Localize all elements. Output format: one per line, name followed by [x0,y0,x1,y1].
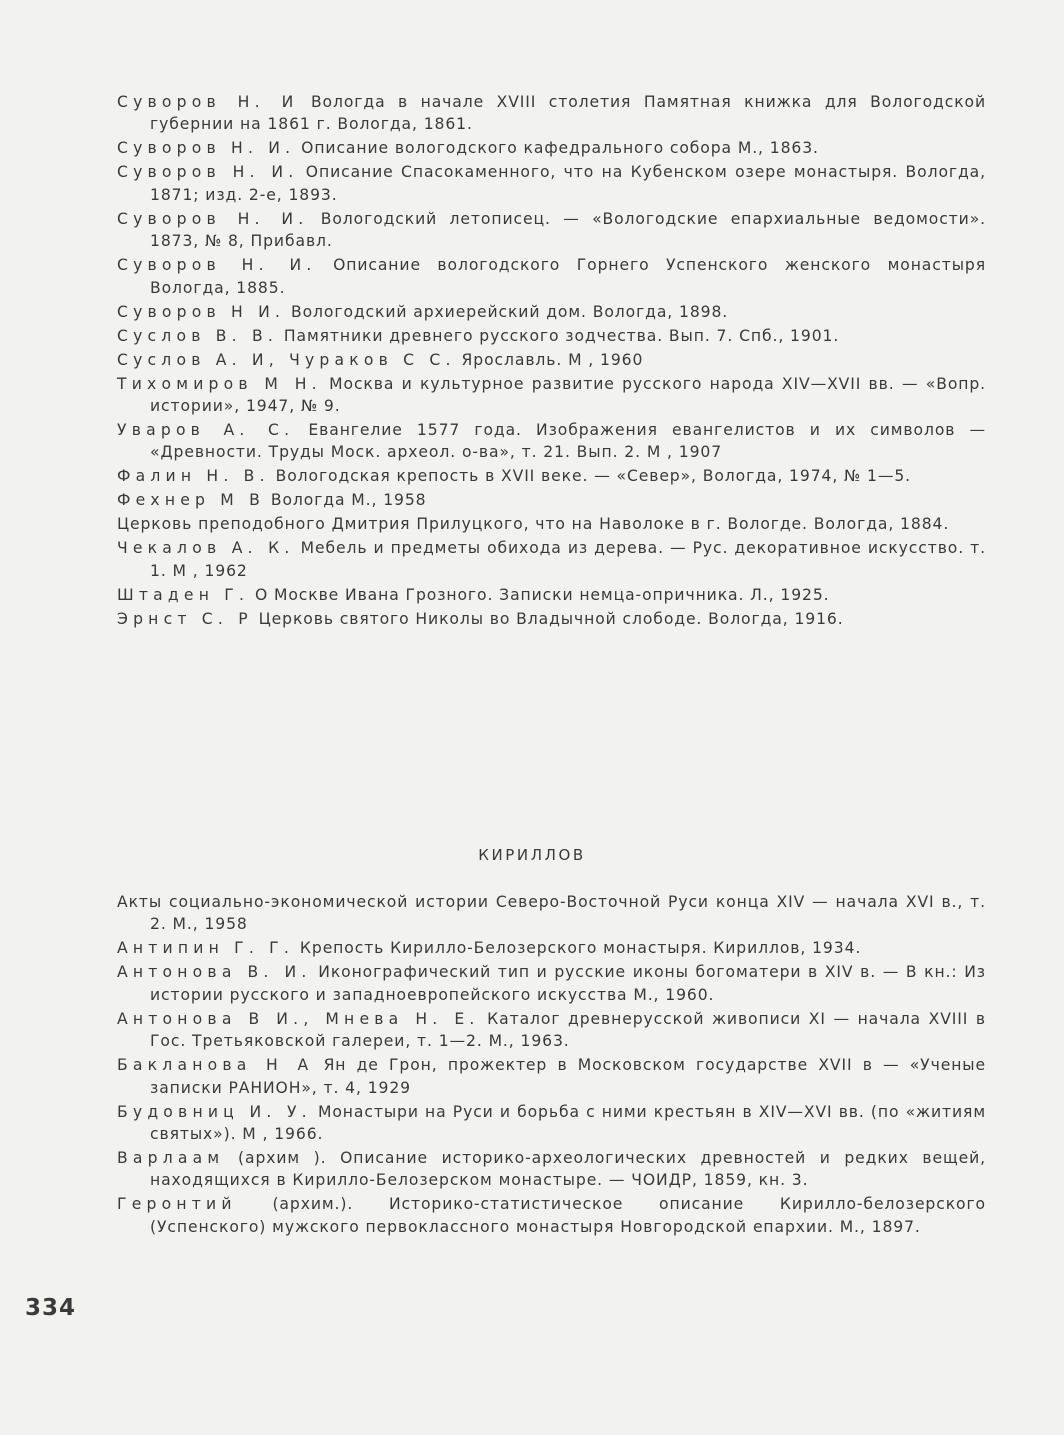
entry-author: Чекалов А. К. [117,539,295,558]
bibliography-list-top [117,91,986,632]
entry-text: Евангелие 1577 года. Изображения евангелистов и их символов — «Древности. Труды Моск. археол. о-ва», т. 21. Вып. 2. М , 1907 [150,421,987,462]
entry-author: Штаден Г. [117,585,250,604]
entry-author: Бакланова Н А [117,1056,314,1075]
bibliography-entry [117,419,986,464]
bibliography-entry [117,891,986,936]
entry-text: Крепость Кирилло-Белозерского монастыря. Кириллов, 1934. [299,939,862,958]
bibliography-entry [117,137,986,159]
entry-text: Иконографический тип и русские иконы богоматери в XIV в. — В кн.: Из истории русского и западноевропейского искусства М., 1960. [150,963,986,1004]
entry-author: Фалин Н. В. [117,467,270,486]
entry-text: Мебель и предметы обихода из дерева. — Рус. декоративное искусство. т. 1. М , 1962 [150,539,986,580]
bibliography-entry [117,91,986,136]
entry-text: Москва и культурное развитие русского народа XIV—XVII вв. — «Вопр. истории», 1947, № 9. [150,374,987,416]
entry-text: Описание вологодского кафедрального собора М., 1863. [301,139,819,158]
entry-author: Суворов Н. И [117,93,299,111]
entry-text: Ярославль. М , 1960 [461,350,644,369]
bibliography-entry [117,465,986,487]
bibliography-entry [117,537,986,582]
bibliography-entry [117,489,986,511]
entry-text: Церковь преподобного Дмитрия Прилуцкого, что на Наволоке в г. Вологде. Вологда, 1884. [117,515,950,534]
entry-text: Вологодский архиерейский дом. Вологда, 1898. [291,302,729,321]
entry-text: Вологда М., 1958 [270,491,427,510]
bibliography-entry [117,513,986,535]
bibliography-entry [117,208,986,253]
entry-text: О Москве Ивана Грозного. Записки немца-опричника. Л., 1925. [254,585,830,604]
entry-text: Вологда в начале XVIII столетия Памятная книжка для Вологодской губернии на 1861 г. Вологда, 1861. [150,93,987,134]
bibliography-entry [117,349,986,371]
entry-author: Суворов Н. И. [117,163,299,182]
entry-author: Будовниц И. У. [117,1102,312,1121]
entry-text: Ян де Грон, прожектер в Московском государстве XVII в — «Ученые записки РАНИОН», т. 4, 1929 [150,1056,986,1097]
entry-text: Каталог древнерусской живописи XI — начала XVIII в Гос. Третьяковской галереи, т. 1—2. М., 1963. [150,1009,986,1051]
bibliography-entry [117,1008,986,1053]
entry-author: Антипин Г. Г. [117,939,295,958]
bibliography-entry [117,937,986,959]
bibliography-entry [117,1101,986,1146]
entry-text: Церковь святого Николы во Владычной слободе. Вологда, 1916. [258,609,844,628]
entry-author: Антонова В И., Мнева Н. Е. [117,1009,480,1028]
entry-author: Суворов Н И. [117,302,286,321]
bibliography-entry [117,1054,986,1099]
entry-text: Монастыри на Руси и борьба с ними крестьян в XIV—XVI вв. (по «житиям святых»). М , 1966. [150,1102,986,1144]
entry-author: Суслов В. В. [117,326,279,345]
entry-author: Суворов Н. И. [117,139,296,158]
entry-text: Описание вологодского Горнего Успенского женского монастыря Вологда, 1885. [150,256,987,297]
entry-text: Памятники древнего русского зодчества. Вып. 7. Спб., 1901. [283,326,840,345]
bibliography-entry [117,1193,986,1238]
bibliography-entry [117,373,986,418]
bibliography-list-bottom [117,891,986,1240]
entry-text: Акты социально-экономической истории Северо-Восточной Руси конца XIV — начала XVI в., т. 2. М., 1958 [117,893,986,934]
entry-author: Суворов Н. И. [117,209,309,228]
bibliography-entry [117,961,986,1006]
entry-author: Эрнст С. Р [117,609,253,628]
entry-author: Антонова В. И. [117,963,312,982]
entry-text: Вологодский летописец. — «Вологодские епархиальные ведомости». 1873, № 8, Прибавл. [150,209,986,251]
bibliography-entry [117,301,986,323]
entry-text: (архим.). Историко-статистическое описание Кирилло-белозерского (Успенского) мужского первоклассного монастыря Новгородской епархии. М., 1897. [150,1195,987,1236]
entry-author: Геронтий [117,1195,237,1214]
entry-author: Суворов Н. И. [117,256,317,275]
entry-text: (архим ). Описание историко-археологических древностей и редких вещей, находящихся в Кирилло-Белозерском монастыре. — ЧОИДР, 1859, кн. 3. [150,1149,986,1190]
entry-author: Тихомиров М Н. [117,374,322,393]
entry-text: Описание Спасокаменного, что на Кубенском озере монастыря. Вологда, 1871; изд. 2-е, 1893. [150,163,986,204]
entry-text: Вологодская крепость в XVII веке. — «Север», Вологда, 1974, № 1—5. [275,467,912,486]
bibliography-entry [117,325,986,347]
entry-author: Суслов А. И, Чураков С С. [117,350,456,369]
bibliography-entry [117,1147,986,1192]
bibliography-entry [117,161,986,206]
page-number: 334 [25,1295,77,1321]
bibliography-entry [117,608,986,630]
bibliography-entry [117,254,986,299]
entry-author: Уваров А. С. [117,421,295,440]
entry-author: Варлаам [117,1149,225,1168]
bibliography-entry [117,584,986,606]
entry-author: Фехнер М В [117,491,265,510]
section-heading: КИРИЛЛОВ [478,846,586,864]
